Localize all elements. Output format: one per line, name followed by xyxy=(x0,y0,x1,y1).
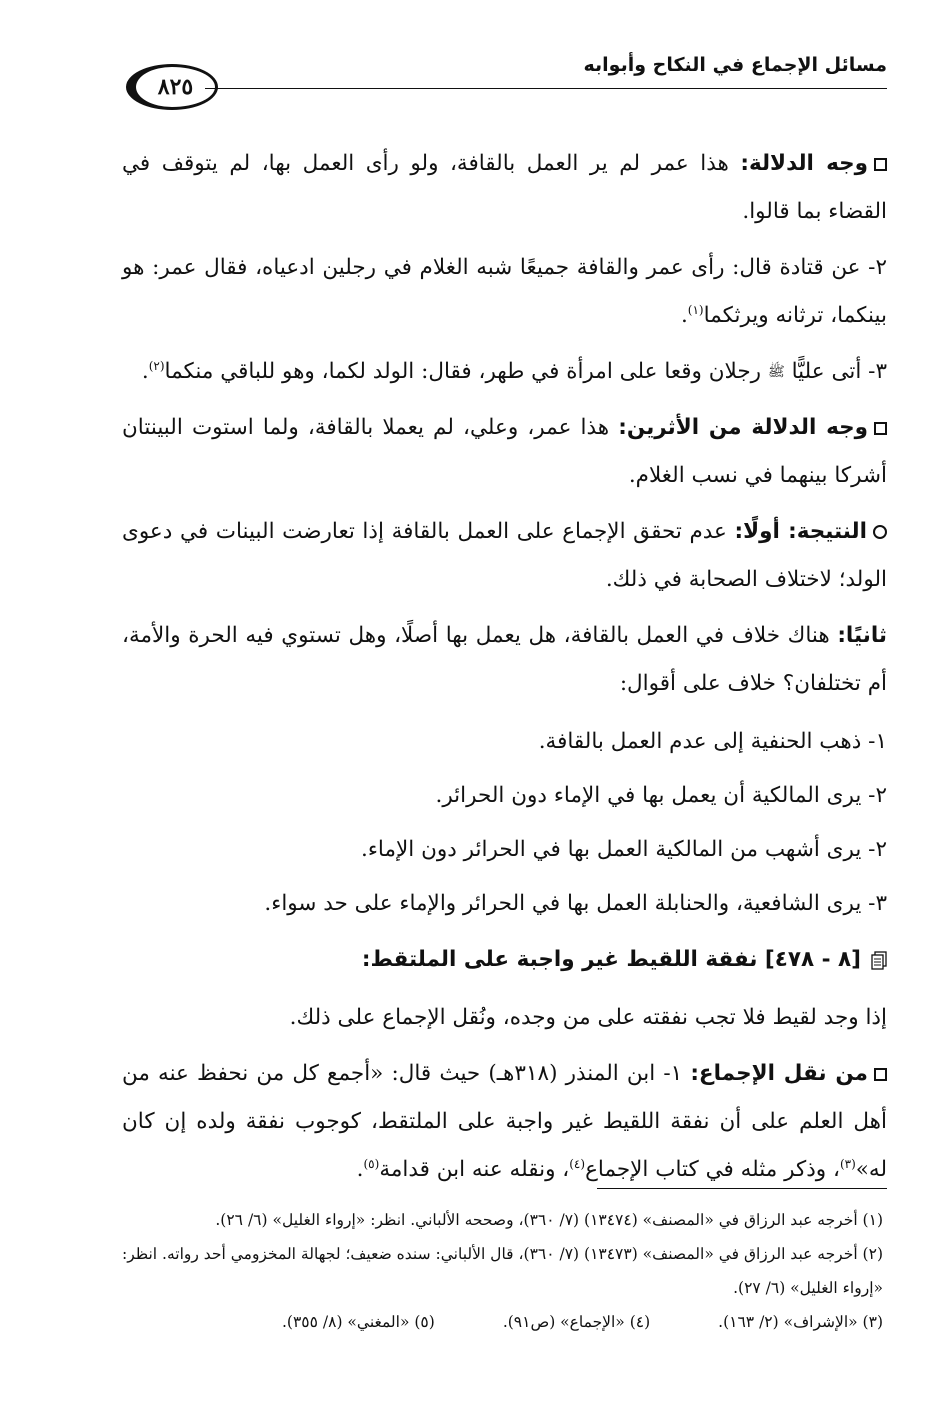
paragraph-end: . xyxy=(680,303,688,328)
paragraph-text: إذا وجد لقيط فلا تجب نفقته على من وجده، ونُقل الإجماع على ذلك. xyxy=(289,1005,887,1030)
section-heading xyxy=(122,936,887,984)
paragraph-end: . xyxy=(356,1157,364,1182)
paragraph-text: ٣- أتى عليًّا xyxy=(784,359,887,384)
page-number-badge xyxy=(126,64,218,110)
paragraph-label: وجه الدلالة من الأثرين: xyxy=(618,415,869,440)
main-text xyxy=(122,140,887,1202)
header-rule xyxy=(205,88,887,89)
paragraph-text: هذا عمر لم ير العمل بالقافة، ولو رأى العمل بها، لم يتوقف في القضاء بما قالوا. xyxy=(122,151,887,224)
paragraph-text: ٢- عن قتادة قال: رأى عمر والقافة جميعًا شبه الغلام في رجلين ادعياه، فقال عمر: هو بينكما، ترثانه ويرثكما xyxy=(122,255,887,328)
paragraph-text: ١- ابن المنذر (٣١٨هـ) حيث قال: «أجمع كل من نحفظ عنه من أهل العلم على أن نفقة اللقيط غير واجبة على الملتقط، كوجوب نفقة ولده إن كان له» xyxy=(122,1061,887,1182)
paragraph-text: هناك خلاف في العمل بالقافة، هل يعمل بها أصلًا، وهل تستوي فيه الحرة والأمة، أم تختلفان؟ خلاف على أقوال: xyxy=(122,623,887,696)
list-item: ٢- يرى المالكية أن يعمل بها في الإماء دون الحرائر. xyxy=(435,783,887,808)
page-number: ٨٢٥ xyxy=(157,74,194,100)
footnote-5: (٥) «المغني» (٨/ ٣٥٥). xyxy=(281,1313,435,1331)
footnote-ref: (٥) xyxy=(363,1156,380,1171)
document-icon xyxy=(871,951,887,970)
paragraph-case xyxy=(122,994,887,1042)
list-item: ٣- يرى الشافعية، والحنابلة العمل بها في الحرائر والإماء على حد سواء. xyxy=(264,891,887,916)
square-bullet-icon xyxy=(874,422,887,435)
paragraph-label: النتيجة: أولًا: xyxy=(734,519,867,544)
paragraph-label: من نقل الإجماع: xyxy=(690,1061,868,1086)
list-item: ١- ذهب الحنفية إلى عدم العمل بالقافة. xyxy=(538,729,887,754)
circle-bullet-icon xyxy=(873,525,887,539)
paragraph-result xyxy=(122,508,887,604)
paragraph-end: . xyxy=(141,359,149,384)
running-title: مسائل الإجماع في النكاح وأبوابه xyxy=(583,54,887,76)
paragraph-label: ثانيًا: xyxy=(837,623,887,648)
footnotes xyxy=(119,1203,883,1339)
paragraph-text: هذا عمر، وعلي، لم يعملا بالقافة، ولما استوت البينتان أشركا بينهما في نسب الغلام. xyxy=(122,415,887,488)
paragraph-text: رجلان وقعا على امرأة في طهر، فقال: الولد لكما، وهو للباقي منكما xyxy=(164,359,768,384)
honorific-glyph: ﷺ xyxy=(767,364,785,380)
footnote-ref: (٤) xyxy=(569,1156,586,1171)
section-heading-text: [٨ - ٤٧٨] نفقة اللقيط غير واجبة على الملتقط: xyxy=(361,947,861,972)
paragraph-evidence-1 xyxy=(122,140,887,236)
footnote-ref: (٣) xyxy=(839,1156,856,1171)
list-item: ٢- يرى أشهب من المالكية العمل بها في الحرائر دون الإماء. xyxy=(360,837,887,862)
footnote-row xyxy=(119,1305,883,1339)
paragraph-second xyxy=(122,612,887,708)
footnote-3: (٣) «الإشراف» (٢/ ١٦٣). xyxy=(718,1313,883,1331)
paragraph-text: عدم تحقق الإجماع على العمل بالقافة إذا تعارضت البينات في دعوى الولد؛ لاختلاف الصحابة في ذلك. xyxy=(122,519,887,592)
paragraph-text: ، وذكر مثله في كتاب الإجماع xyxy=(585,1157,840,1182)
paragraph-text: ، ونقله عنه ابن قدامة xyxy=(379,1157,570,1182)
footnote-2: (٢) أخرجه عبد الرزاق في «المصنف» (١٣٤٧٣) (٧/ ٣٦٠)، قال الألباني: سنده ضعيف؛ لجهالة المخزومي أحد رواته. انظر: «إرواء الغليل» (٦/ ٢٧). xyxy=(121,1245,883,1297)
footnote-1: (١) أخرجه عبد الرزاق في «المصنف» (١٣٤٧٤) (٧/ ٣٦٠)، وصححه الألباني. انظر: «إرواء الغليل» (٦/ ٢٦). xyxy=(215,1211,883,1229)
footnote-separator xyxy=(597,1188,887,1189)
paragraph-label: وجه الدلالة: xyxy=(740,151,868,176)
paragraph-report-2 xyxy=(122,244,887,340)
square-bullet-icon xyxy=(874,158,887,171)
footnote-4: (٤) «الإجماع» (ص٩١). xyxy=(502,1313,651,1331)
footnote-ref: (١) xyxy=(687,302,704,317)
paragraph-report-3 xyxy=(122,348,887,396)
paragraph-consensus xyxy=(122,1050,887,1194)
square-bullet-icon xyxy=(874,1068,887,1081)
paragraph-evidence-2 xyxy=(122,404,887,500)
footnote-ref: (٢) xyxy=(148,358,165,373)
